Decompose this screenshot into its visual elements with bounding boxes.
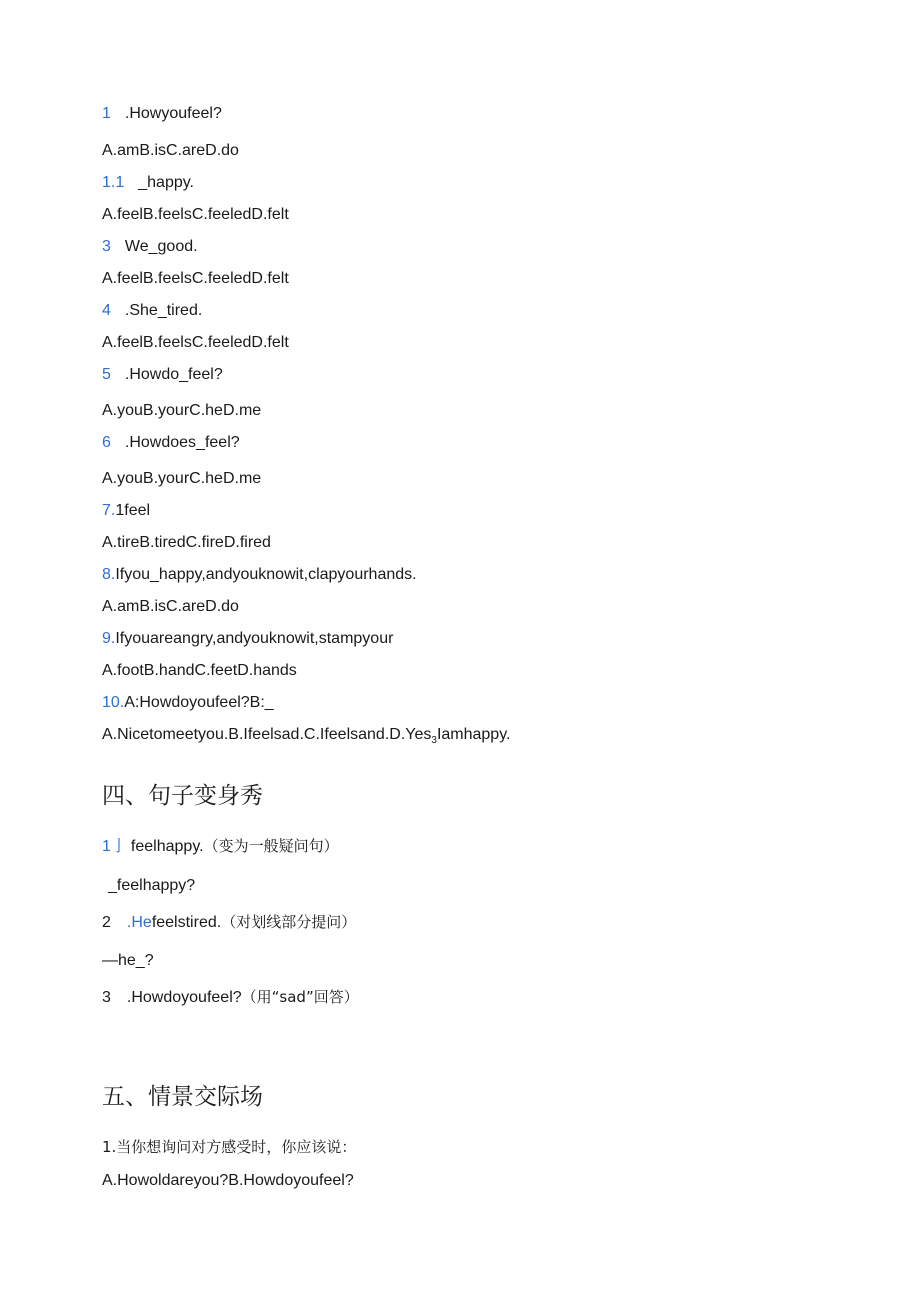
options-1: A.amB.isC.areD.do <box>102 142 239 159</box>
question-number: 5 <box>102 366 111 383</box>
question-1 <box>102 104 222 124</box>
question-number: 10. <box>102 694 125 711</box>
question-text: We_good. <box>124 238 198 255</box>
question-number: 1.1 <box>102 174 125 191</box>
options-2: A.feelB.feelsC.feeledD.felt <box>102 206 289 223</box>
question-number: 3 <box>102 989 111 1006</box>
section-heading-4: 四、句子变身秀 <box>102 783 263 809</box>
question-number: 7. <box>102 502 116 519</box>
options-4: A.feelB.feelsC.feeledD.felt <box>102 334 289 351</box>
options-7: A.tireB.tiredC.fireD.fired <box>102 534 271 551</box>
question-text: Ifyou_happy,andyouknowit,clapyourhands. <box>115 566 417 583</box>
question-mark: 亅 <box>110 838 127 855</box>
question-text: feelhappy. <box>130 838 204 855</box>
section-heading-5: 五、情景交际场 <box>102 1084 263 1110</box>
question-3 <box>102 237 198 257</box>
question-text: .She_tired. <box>124 302 203 319</box>
options-text: Iamhappy. <box>436 726 511 743</box>
instruction: （对划线部分提问） <box>221 913 357 931</box>
answer-line-2: —he_? <box>102 952 154 969</box>
question-7 <box>102 501 150 521</box>
instruction: （变为一般疑问句） <box>203 837 339 855</box>
question-text: .Howdoes_feel? <box>124 434 240 451</box>
options-6: A.youB.yourC.heD.me <box>102 470 262 487</box>
options-10 <box>102 725 510 751</box>
options-3: A.feelB.feelsC.feeledD.felt <box>102 270 289 287</box>
question-10 <box>102 693 274 713</box>
options-8: A.amB.isC.areD.do <box>102 598 239 615</box>
question-number: 1 <box>102 838 111 855</box>
question-text: feelstired. <box>151 914 222 931</box>
rewrite-question-1 <box>102 836 339 857</box>
answer-line-1: _feelhappy? <box>108 877 196 894</box>
options-9: A.footB.handC.feetD.hands <box>102 662 297 679</box>
question-6 <box>102 433 240 453</box>
question-text: .Howyoufeel? <box>124 105 222 122</box>
question-text: 1feel <box>115 502 151 519</box>
options-5: A.youB.yourC.heD.me <box>102 402 262 419</box>
question-number: 8. <box>102 566 116 583</box>
question-number: 4 <box>102 302 111 319</box>
situation-options-1: A.Howoldareyou?B.Howdoyoufeel? <box>102 1172 354 1189</box>
question-text: .Howdoyoufeel? <box>126 989 242 1006</box>
question-8 <box>102 565 417 585</box>
options-text: A.Nicetomeetyou.B.Ifeelsad.C.Ifeelsand.D.Yes <box>102 726 432 743</box>
question-2 <box>102 173 194 193</box>
question-text: Ifyouareangry,andyouknowit,stampyour <box>115 630 394 647</box>
question-4 <box>102 301 202 321</box>
situation-question-1: 1.当你想询问对方感受时，你应该说： <box>102 1138 357 1156</box>
question-number: 6 <box>102 434 111 451</box>
instruction: （用“sad”回答） <box>241 988 359 1006</box>
question-text-highlight: .He <box>126 914 152 931</box>
question-9 <box>102 629 393 649</box>
subscript-mark: 3 <box>431 735 437 747</box>
question-number: 3 <box>102 238 111 255</box>
question-number: 9. <box>102 630 116 647</box>
question-number: 1 <box>102 105 111 122</box>
question-text: _happy. <box>138 174 194 191</box>
question-5 <box>102 365 223 385</box>
rewrite-question-2 <box>102 912 356 933</box>
question-text: .Howdo_feel? <box>124 366 223 383</box>
question-text: A:Howdoyoufeel?B:_ <box>124 694 274 711</box>
rewrite-question-3 <box>102 987 359 1008</box>
question-number: 2 <box>102 914 111 931</box>
